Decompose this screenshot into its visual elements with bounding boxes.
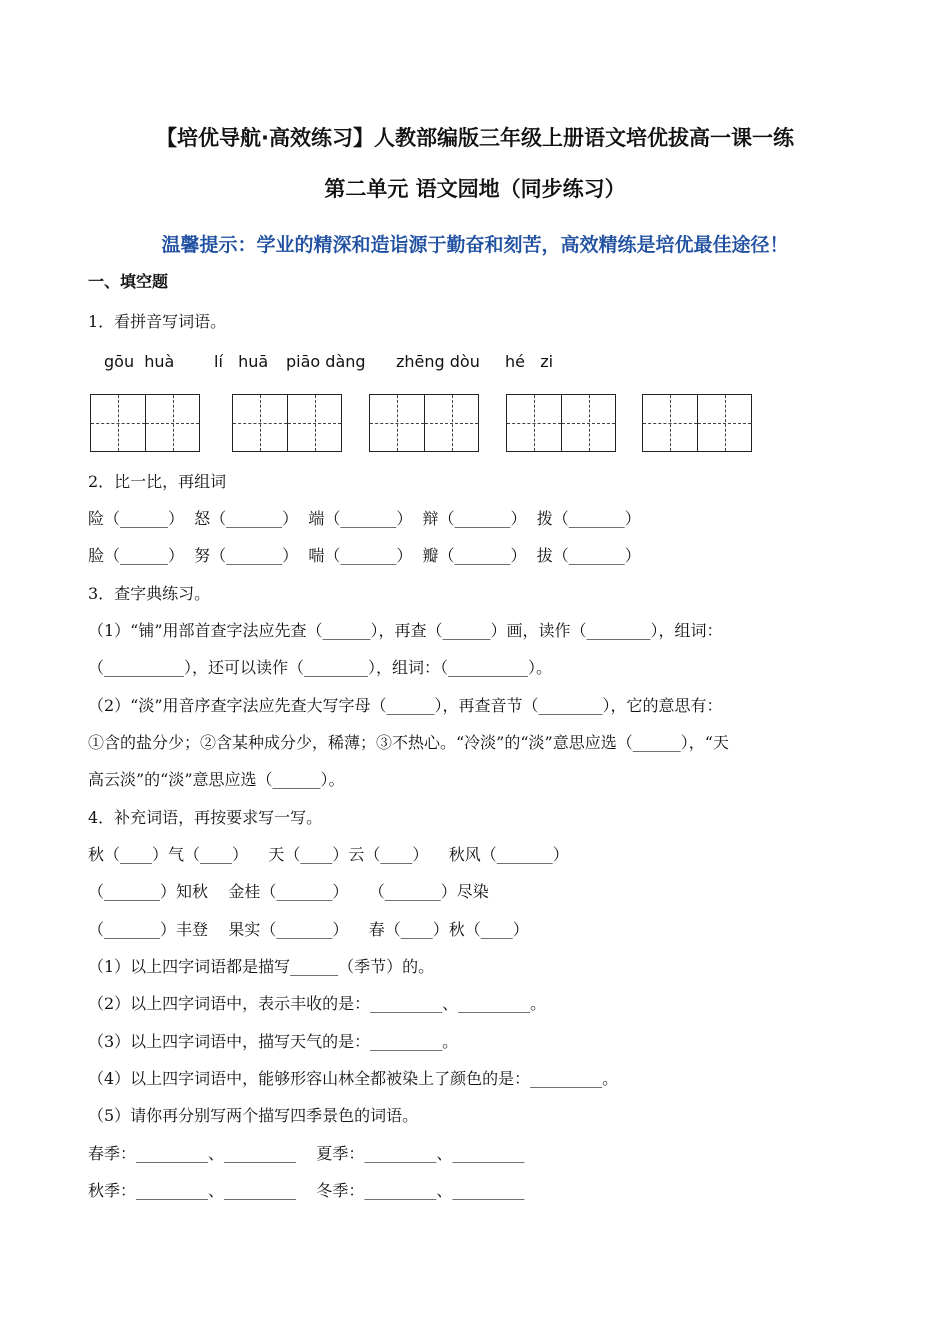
q3-line-5: 高云淡”的“淡”意思应选（______）。 (88, 770, 345, 789)
pinyin-5: hé zi (505, 352, 554, 371)
q2-row-1: 险（______） 怒（_______） 端（_______） 辩（_______） 拨（_______） (88, 509, 641, 528)
worksheet-title: 【培优导航·高效练习】人教部编版三年级上册语文培优拔高一课一练 (156, 126, 794, 150)
q4-row-3: （_______）丰登 果实（_______） 春（____）秋（____） (88, 920, 529, 939)
writing-grid-3[interactable] (369, 394, 479, 452)
q4-seasons-row-2: 秋季：_________、_________ 冬季：_________、_________ (88, 1181, 525, 1200)
writing-grid-2[interactable] (232, 394, 342, 452)
writing-grid-1[interactable] (90, 394, 200, 452)
q4-sub-4: （4）以上四字词语中，能够形容山林全都被染上了颜色的是：_________。 (88, 1069, 619, 1088)
q3-prompt: 3．查字典练习。 (88, 584, 211, 603)
writing-grid-4[interactable] (506, 394, 616, 452)
q4-sub-1: （1）以上四字词语都是描写______（季节）的。 (88, 957, 435, 976)
q4-seasons-row-1: 春季：_________、_________ 夏季：_________、_________ (88, 1144, 525, 1163)
pinyin-4: zhēng dòu (396, 352, 480, 371)
q3-line-4: ①含的盐分少；②含某种成分少，稀薄；③不热心。“冷淡”的“淡”意思应选（______），“天 (88, 733, 729, 752)
q4-row-2: （_______）知秋 金桂（_______） （_______）尽染 (88, 882, 489, 901)
tip-banner: 温馨提示：学业的精深和造诣源于勤奋和刻苦，高效精练是培优最佳途径！ (161, 234, 789, 256)
q4-sub-3: （3）以上四字词语中，描写天气的是：_________。 (88, 1032, 459, 1051)
pinyin-2: lí huā (214, 352, 269, 371)
q2-prompt: 2．比一比，再组词 (88, 472, 227, 491)
q4-sub-5: （5）请你再分别写两个描写四季景色的词语。 (88, 1106, 419, 1125)
q4-sub-2: （2）以上四字词语中，表示丰收的是：_________、_________。 (88, 994, 547, 1013)
q3-line-3: （2）“淡”用音序查字法应先查大写字母（______），再查音节（________），它的意思有： (88, 696, 723, 715)
q3-line-2: （__________），还可以读作（________），组词：（__________）。 (88, 658, 553, 677)
q4-row-1: 秋（____）气（____） 天（____）云（____） 秋风（_______） (88, 845, 569, 864)
q4-prompt: 4．补充词语，再按要求写一写。 (88, 808, 323, 827)
pinyin-1: gōu huà (104, 352, 175, 371)
pinyin-3: piāo dàng (286, 352, 366, 371)
q2-row-2: 脸（______） 努（_______） 喘（_______） 瓣（_______） 拔（_______） (88, 546, 641, 565)
worksheet-subtitle: 第二单元 语文园地（同步练习） (324, 177, 626, 201)
q1-prompt: 1．看拼音写词语。 (88, 312, 227, 331)
section-title: 一、填空题 (88, 272, 169, 291)
q3-line-1: （1）“铺”用部首查字法应先查（______），再查（______）画，读作（________），组词： (88, 621, 723, 640)
writing-grid-5[interactable] (642, 394, 752, 452)
